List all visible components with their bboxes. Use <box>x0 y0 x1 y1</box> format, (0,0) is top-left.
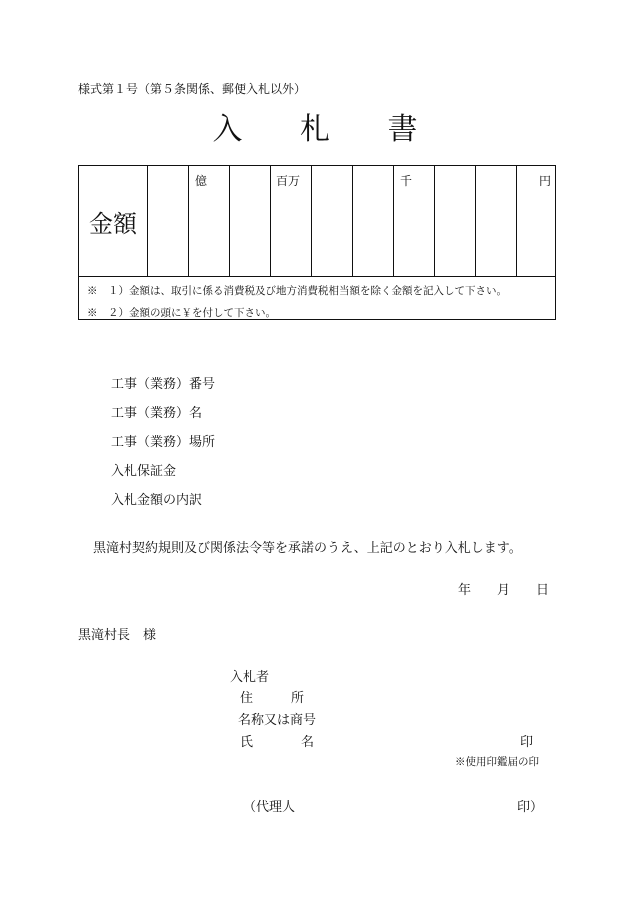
digit-cell[interactable] <box>147 166 188 276</box>
unit-sen: 千 <box>400 174 413 188</box>
document-title <box>0 104 630 148</box>
form-number: 様式第１号（第５条関係、郵便入札以外） <box>78 82 307 96</box>
digit-cell[interactable] <box>311 166 352 276</box>
agent-label: （代理人 <box>243 800 296 815</box>
digit-cell[interactable] <box>188 166 229 276</box>
unit-oku: 億 <box>195 174 208 188</box>
field-project-number: 工事（業務）番号 <box>111 377 216 392</box>
digit-cell[interactable] <box>475 166 516 276</box>
name-char: 氏 <box>240 735 254 750</box>
pledge-statement: 黒滝村契約規則及び関係法令等を承諾のうえ、上記のとおり入札します。 <box>93 541 522 556</box>
title-char: 書 <box>387 112 418 147</box>
field-bid-bond: 入札保証金 <box>111 464 177 479</box>
unit-en: 円 <box>538 174 551 188</box>
name-char: 名 <box>301 735 315 750</box>
note-yen: ※ ２）金額の頭に￥を付して下さい。 <box>87 307 276 319</box>
digit-cell[interactable] <box>229 166 270 276</box>
company-name-label: 名称又は商号 <box>238 713 317 728</box>
digit-cell[interactable] <box>393 166 434 276</box>
address-label <box>240 687 304 706</box>
amount-table <box>78 165 556 320</box>
unit-hyakuman: 百万 <box>276 174 301 188</box>
title-char: 入 <box>212 112 243 147</box>
digit-cell[interactable] <box>516 166 555 276</box>
digit-cell[interactable] <box>434 166 475 276</box>
field-project-location: 工事（業務）場所 <box>111 435 216 450</box>
address-char: 住 <box>240 691 254 706</box>
field-project-name: 工事（業務）名 <box>111 406 203 421</box>
date-day: 日 <box>536 583 550 598</box>
date-month: 月 <box>497 583 511 598</box>
date-year: 年 <box>458 583 472 598</box>
date-line <box>458 579 575 598</box>
note-tax: ※ １）金額は、取引に係る消費税及び地方消費税相当額を除く金額を記入して下さい。 <box>87 285 507 297</box>
amount-label: 金額 <box>89 209 137 238</box>
field-amount-breakdown: 入札金額の内訳 <box>111 493 203 508</box>
person-name-label <box>240 731 314 750</box>
seal-note: ※使用印鑑届の印 <box>455 756 539 768</box>
seal-mark: 印 <box>520 735 534 750</box>
addressee: 黒滝村長 様 <box>78 628 157 643</box>
table-divider <box>79 276 555 277</box>
digit-cell[interactable] <box>270 166 311 276</box>
address-char: 所 <box>291 691 305 706</box>
agent-seal-mark: 印） <box>517 800 544 815</box>
digit-cell[interactable] <box>352 166 393 276</box>
bidder-label: 入札者 <box>230 670 270 685</box>
title-char: 札 <box>300 112 330 147</box>
